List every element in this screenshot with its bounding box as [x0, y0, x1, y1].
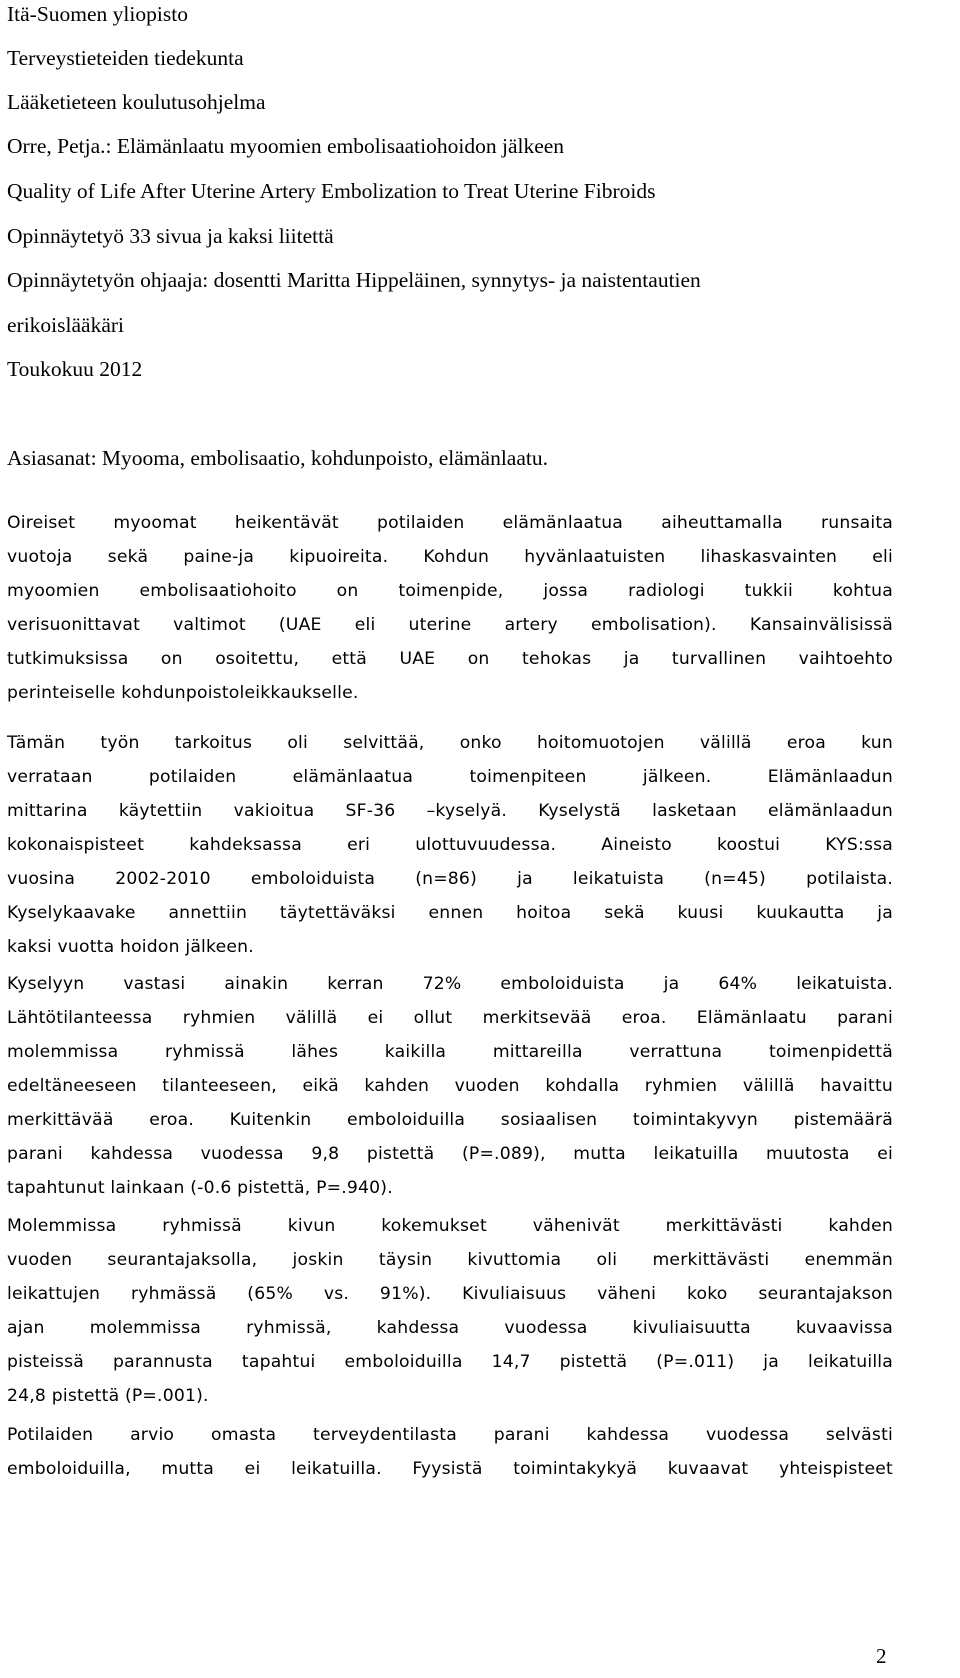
abstract-paragraph-4	[7, 1209, 893, 1413]
english-title: Quality of Life After Uterine Artery Embolization to Treat Uterine Fibroids	[7, 179, 656, 203]
text-line: verrataan potilaiden elämänlaatua toimenpiteen jälkeen. Elämänlaadun	[7, 767, 893, 787]
text-line: pisteissä parannusta tapahtui emboloiduilla 14,7 pistettä (P=.011) ja leikatuilla	[7, 1352, 893, 1372]
text-line: edeltäneeseen tilanteeseen, eikä kahden vuoden kohdalla ryhmien välillä havaittu	[7, 1076, 893, 1096]
faculty-name: Terveystieteiden tiedekunta	[7, 46, 244, 70]
text-line: verisuonittavat valtimot (UAE eli uterine artery embolisation). Kansainvälisissä	[7, 615, 893, 635]
text-line: ajan molemmissa ryhmissä, kahdessa vuodessa kivuliaisuutta kuvaavissa	[7, 1318, 893, 1338]
university-name: Itä-Suomen yliopisto	[7, 2, 188, 26]
text-line: molemmissa ryhmissä lähes kaikilla mittareilla verrattuna toimenpidettä	[7, 1042, 893, 1062]
supervisor-line-1: Opinnäytetyön ohjaaja: dosentti Maritta Hippeläinen, synnytys- ja naistentautien	[7, 268, 701, 292]
text-line: Oireiset myoomat heikentävät potilaiden elämänlaatua aiheuttamalla runsaita	[7, 513, 893, 533]
supervisor-line-2: erikoislääkäri	[7, 313, 125, 337]
text-line: emboloiduilla, mutta ei leikatuilla. Fyysistä toimintakykyä kuvaavat yhteispisteet	[7, 1459, 893, 1479]
text-line: perinteiselle kohdunpoistoleikkaukselle.	[7, 683, 359, 703]
text-line: 24,8 pistettä (P=.001).	[7, 1386, 209, 1406]
text-line: kaksi vuotta hoidon jälkeen.	[7, 937, 254, 957]
text-line: tapahtunut lainkaan (-0.6 pistettä, P=.940).	[7, 1178, 393, 1198]
text-line: vuosina 2002-2010 emboloiduista (n=86) ja leikatuista (n=45) potilaista.	[7, 869, 893, 889]
text-line: myoomien embolisaatiohoito on toimenpide, jossa radiologi tukkii kohtua	[7, 581, 893, 601]
thesis-length: Opinnäytetyö 33 sivua ja kaksi liitettä	[7, 224, 334, 248]
text-line: Kyselyyn vastasi ainakin kerran 72% emboloiduista ja 64% leikatuista.	[7, 974, 893, 994]
text-line: leikattujen ryhmässä (65% vs. 91%). Kivuliaisuus väheni koko seurantajakson	[7, 1284, 893, 1304]
page-number: 2	[876, 1644, 887, 1668]
text-line: tutkimuksissa on osoitettu, että UAE on tehokas ja turvallinen vaihtoehto	[7, 649, 893, 669]
thesis-date: Toukokuu 2012	[7, 357, 143, 381]
text-line: Tämän työn tarkoitus oli selvittää, onko hoitomuotojen välillä eroa kun	[7, 733, 893, 753]
keywords: Asiasanat: Myooma, embolisaatio, kohdunpoisto, elämänlaatu.	[7, 446, 548, 470]
text-line: Molemmissa ryhmissä kivun kokemukset vähenivät merkittävästi kahden	[7, 1216, 893, 1236]
abstract-paragraph-1	[7, 506, 893, 710]
text-line: kokonaispisteet kahdeksassa eri ulottuvuudessa. Aineisto koostui KYS:ssa	[7, 835, 893, 855]
programme-name: Lääketieteen koulutusohjelma	[7, 90, 266, 114]
text-line: vuoden seurantajaksolla, joskin täysin kivuttomia oli merkittävästi enemmän	[7, 1250, 893, 1270]
text-line: vuotoja sekä paine-ja kipuoireita. Kohdun hyvänlaatuisten lihaskasvainten eli	[7, 547, 893, 567]
text-line: merkittävää eroa. Kuitenkin emboloiduilla sosiaalisen toimintakyvyn pistemäärä	[7, 1110, 893, 1130]
text-line: parani kahdessa vuodessa 9,8 pistettä (P=.089), mutta leikatuilla muutosta ei	[7, 1144, 893, 1164]
abstract-paragraph-5	[7, 1418, 893, 1486]
text-line: Potilaiden arvio omasta terveydentilasta parani kahdessa vuodessa selvästi	[7, 1425, 893, 1445]
abstract-paragraph-3	[7, 967, 893, 1205]
abstract-paragraph-2	[7, 726, 893, 964]
author-and-title: Orre, Petja.: Elämänlaatu myoomien embolisaatiohoidon jälkeen	[7, 134, 565, 158]
text-line: Kyselykaavake annettiin täytettäväksi ennen hoitoa sekä kuusi kuukautta ja	[7, 903, 893, 923]
text-line: mittarina käytettiin vakioitua SF-36 –kyselyä. Kyselystä lasketaan elämänlaadun	[7, 801, 893, 821]
text-line: Lähtötilanteessa ryhmien välillä ei ollut merkitsevää eroa. Elämänlaatu parani	[7, 1008, 893, 1028]
